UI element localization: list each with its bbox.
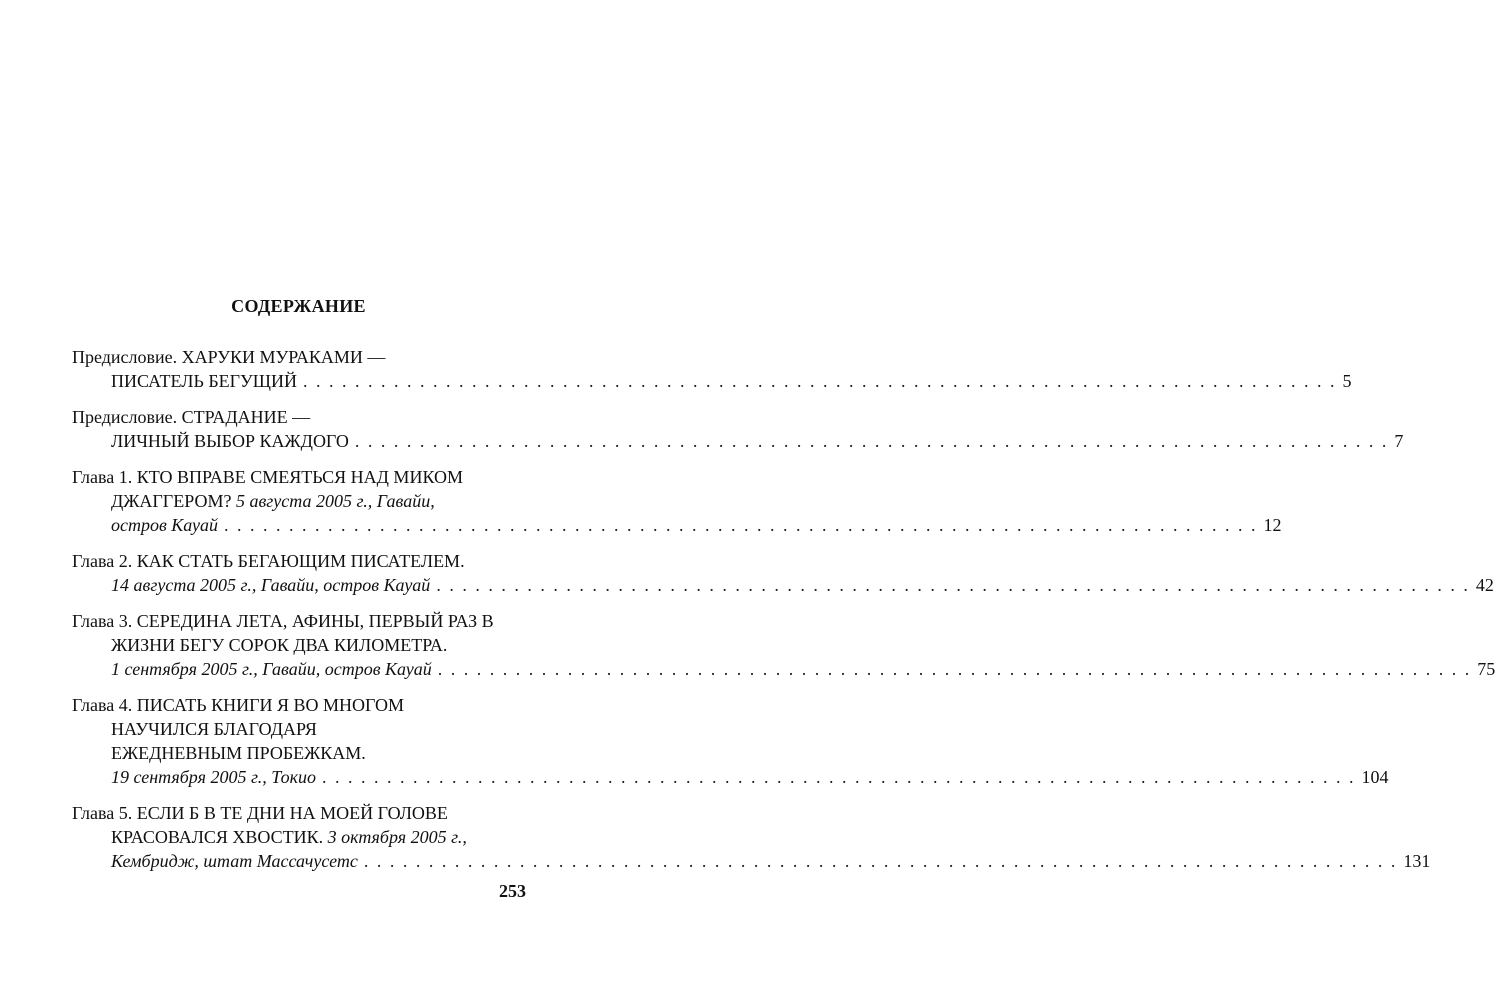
dot-leader: . . . . . . . . . . . . . . . . . . . . . . . . . . . . . . . . . . . . . . . . . . . . . . . . . . . . . . . . . . . . . . . . . . . . . . . . . . . . . . . . (436, 575, 1470, 595)
toc-line-text (111, 573, 430, 597)
toc-heading-text: ЕЖЕДНЕВНЫМ ПРОБЕЖКАМ. (111, 743, 366, 763)
toc-line (111, 849, 1431, 873)
toc-line (111, 633, 447, 657)
toc-line-text (111, 765, 316, 789)
toc-line-text (72, 465, 463, 489)
toc-line-text (111, 489, 435, 513)
toc-heading-text: ПИСАТЕЛЬ БЕГУЩИЙ (111, 371, 297, 391)
toc-line-text (72, 693, 404, 717)
toc-date-place: 19 сентября 2005 г., Токио (111, 767, 317, 787)
toc-page-number: 75 (1477, 659, 1495, 679)
toc-line (111, 765, 1389, 789)
dot-leader: . . . . . . . . . . . . . . . . . . . . . . . . . . . . . . . . . . . . . . . . . . . . . . . . . . . . . . . . . . . . . . . . . . . . . . . . . . . . . . . . (224, 515, 1258, 535)
toc-date-place: остров Кауай (111, 515, 219, 535)
toc-heading-text: Глава 3. СЕРЕДИНА ЛЕТА, АФИНЫ, ПЕРВЫЙ РАЗ В (72, 611, 494, 631)
toc-date-place: 1 сентября 2005 г., Гавайи, остров Кауай (111, 659, 432, 679)
toc-page-number: 42 (1475, 575, 1494, 595)
dot-leader: . . . . . . . . . . . . . . . . . . . . . . . . . . . . . . . . . . . . . . . . . . . . . . . . . . . . . . . . . . . . . . . . . . . . . . . . . . . . . . . . (322, 767, 1356, 787)
toc-line-text (111, 825, 467, 849)
toc-heading-text: НАУЧИЛСЯ БЛАГОДАРЯ (111, 719, 317, 739)
toc-line (72, 345, 385, 369)
toc-line-text (72, 345, 385, 369)
dot-leader: . . . . . . . . . . . . . . . . . . . . . . . . . . . . . . . . . . . . . . . . . . . . . . . . . . . . . . . . . . . . . . . . . . . . . . . . . . . . . . . . (437, 659, 1472, 679)
toc-line (111, 513, 1282, 537)
toc-line-text (72, 549, 465, 573)
toc-line (72, 405, 310, 429)
dot-leader: . . . . . . . . . . . . . . . . . . . . . . . . . . . . . . . . . . . . . . . . . . . . . . . . . . . . . . . . . . . . . . . . . . . . . . . . . . . . . . . . (363, 851, 1398, 871)
toc-date-place: 14 августа 2005 г., Гавайи, остров Кауай (111, 575, 431, 595)
page-number: 253 (499, 881, 526, 901)
toc-page-number: 5 (1342, 371, 1352, 391)
toc-line (111, 573, 1494, 597)
toc-line (111, 657, 1495, 681)
toc-heading-text: КРАСОВАЛСЯ ХВОСТИК. (111, 827, 328, 847)
toc-line-text (111, 369, 297, 393)
toc-heading: СОДЕРЖАНИЕ (231, 296, 366, 316)
toc-line-text (111, 657, 432, 681)
toc-line-text (72, 801, 448, 825)
toc-line-text (111, 741, 366, 765)
toc-line (111, 825, 467, 849)
toc-line (72, 465, 463, 489)
toc-heading-text: Глава 2. КАК СТАТЬ БЕГАЮЩИМ ПИСАТЕЛЕМ. (72, 551, 465, 571)
toc-page-number: 131 (1403, 851, 1431, 871)
toc-line (111, 489, 435, 513)
toc-line-text (111, 849, 358, 873)
toc-heading-text: Глава 5. ЕСЛИ Б В ТЕ ДНИ НА МОЕЙ ГОЛОВЕ (72, 803, 448, 823)
toc-heading-text: ЛИЧНЫЙ ВЫБОР КАЖДОГО (111, 431, 349, 451)
toc-line (72, 549, 465, 573)
dot-leader: . . . . . . . . . . . . . . . . . . . . . . . . . . . . . . . . . . . . . . . . . . . . . . . . . . . . . . . . . . . . . . . . . . . . . . . . . . . . . . . . (302, 371, 1337, 391)
toc-line-text (72, 609, 494, 633)
dot-leader: . . . . . . . . . . . . . . . . . . . . . . . . . . . . . . . . . . . . . . . . . . . . . . . . . . . . . . . . . . . . . . . . . . . . . . . . . . . . . . . . (354, 431, 1389, 451)
toc-line (111, 369, 1352, 393)
toc-line (72, 609, 494, 633)
toc-heading-text: Глава 4. ПИСАТЬ КНИГИ Я ВО МНОГОМ (72, 695, 405, 715)
toc-date-place: 5 августа 2005 г., Гавайи, (235, 491, 435, 511)
toc-line-text (111, 717, 317, 741)
toc-date-place: Кембридж, штат Массачусетс (111, 851, 358, 871)
toc-line-text (72, 405, 310, 429)
toc-heading-text: ЖИЗНИ БЕГУ СОРОК ДВА КИЛОМЕТРА. (111, 635, 448, 655)
toc-date-place: 3 октября 2005 г., (327, 827, 467, 847)
toc-heading-text: ДЖАГГЕРОМ? (111, 491, 236, 511)
toc-line (72, 801, 448, 825)
toc-heading-text: Предисловие. СТРАДАНИЕ — (72, 407, 311, 427)
toc-page-number: 12 (1263, 515, 1282, 535)
toc-line-text (111, 513, 218, 537)
toc-line-text (111, 633, 447, 657)
toc-line (72, 693, 404, 717)
toc-page-number: 7 (1394, 431, 1404, 451)
toc-heading-text: Предисловие. ХАРУКИ МУРАКАМИ — (72, 347, 386, 367)
toc-line (111, 741, 366, 765)
toc-page-number: 104 (1361, 767, 1389, 787)
toc-line (111, 717, 317, 741)
toc-line-text (111, 429, 349, 453)
toc-heading-text: Глава 1. КТО ВПРАВЕ СМЕЯТЬСЯ НАД МИКОМ (72, 467, 463, 487)
toc-line (111, 429, 1404, 453)
